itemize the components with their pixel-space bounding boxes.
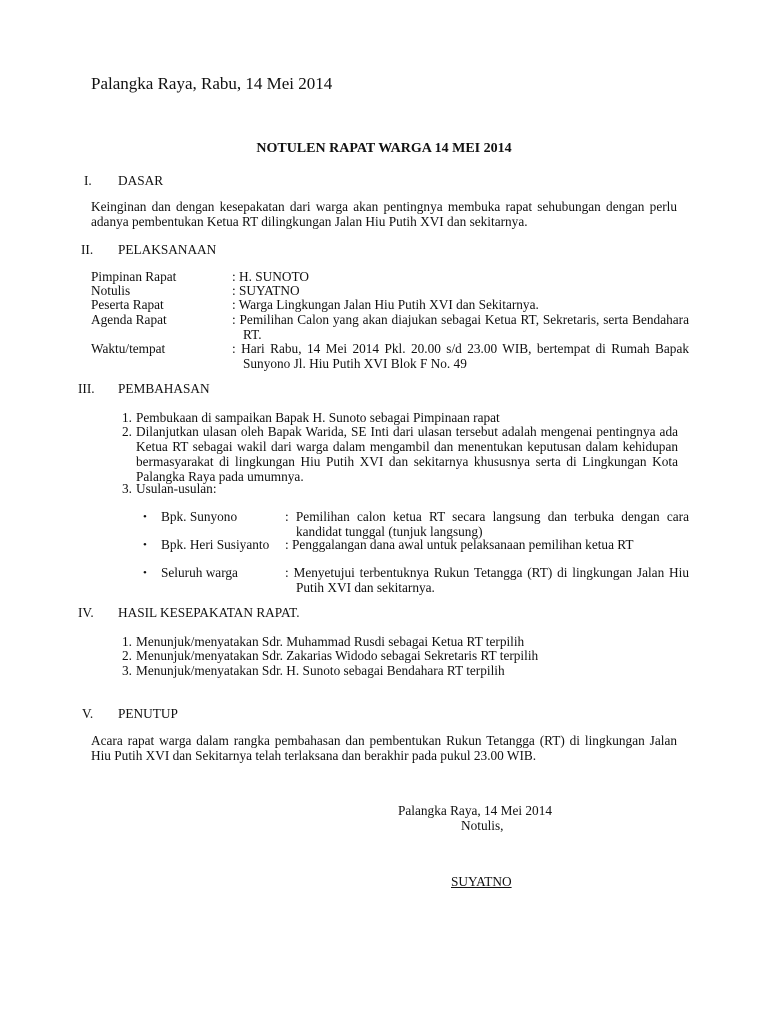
document-title: NOTULEN RAPAT WARGA 14 MEI 2014 [256,141,512,156]
list-item: Usulan-usulan: [136,481,217,496]
section-title-pelaksanaan: PELAKSANAAN [118,242,217,257]
penutup-paragraph: Acara rapat warga dalam rangka pembahasan dan pembentukan Rukun Tetangga (RT) di lingkungan Jalan Hiu Putih XVI dan Sekitarnya telah terlaksana dan berakhir pada pukul 23.00 WIB. [91,733,677,763]
pelaksanaan-value: : H. SUNOTO [232,269,309,284]
proposal-desc: : Penggalangan dana awal untuk pelaksanaan pemilihan ketua RT [285,537,634,552]
proposal-name: Seluruh warga [161,565,238,580]
signature-place-date: Palangka Raya, 14 Mei 2014 [398,803,552,818]
bullet-icon: • [143,539,147,551]
bullet-icon: • [143,567,147,579]
list-number: 3. [122,481,132,496]
place-date-header: Palangka Raya, Rabu, 14 Mei 2014 [91,74,333,93]
list-number: 3. [122,663,132,678]
section-number-pembahasan: III. [78,381,95,396]
section-title-penutup: PENUTUP [118,706,178,721]
pelaksanaan-value: : Pemilihan Calon yang akan diajukan sebagai Ketua RT, Sekretaris, serta Bendahara RT. [232,312,689,342]
dasar-paragraph: Keinginan dan dengan kesepakatan dari warga akan pentingnya membuka rapat sehubungan dengan perlu adanya pembentukan Ketua RT dilingkungan Jalan Hiu Putih XVI dan sekitarnya. [91,199,677,229]
pelaksanaan-key: Agenda Rapat [91,312,167,327]
pelaksanaan-value: : Warga Lingkungan Jalan Hiu Putih XVI dan Sekitarnya. [232,297,539,312]
bullet-icon: • [143,511,147,523]
section-title-hasil: HASIL KESEPAKATAN RAPAT. [118,605,300,620]
list-item: Pembukaan di sampaikan Bapak H. Sunoto sebagai Pimpinaan rapat [136,410,500,425]
proposal-desc: : Menyetujui terbentuknya Rukun Tetangga (RT) di lingkungan Jalan Hiu Putih XVI dan sekitarnya. [285,565,689,595]
pelaksanaan-key: Peserta Rapat [91,297,164,312]
list-item: Menunjuk/menyatakan Sdr. Zakarias Widodo sebagai Sekretaris RT terpilih [136,648,539,663]
proposal-name: Bpk. Sunyono [161,509,238,524]
pelaksanaan-key: Notulis [91,283,131,298]
list-item: Dilanjutkan ulasan oleh Bapak Warida, SE Inti dari ulasan tersebut adalah mengenai pentingnya ada Ketua RT sebagai wakil dari warga dalam mengambil dan menentukan keputusan dalam kehidupan bermasyarakat di lingkungan Hiu Putih XVI dan sekitarnya khususnya serta di Lingkungan Kota Palangka Raya pada umumnya. [136,424,678,484]
proposal-name: Bpk. Heri Susiyanto [161,537,270,552]
section-title-pembahasan: PEMBAHASAN [118,381,210,396]
list-number: 1. [122,410,132,425]
pelaksanaan-key: Waktu/tempat [91,341,166,356]
section-number-pelaksanaan: II. [81,242,94,257]
signature-name: SUYATNO [451,874,512,889]
proposal-desc: : Pemilihan calon ketua RT secara langsung dan terbuka dengan cara kandidat tunggal (tunjuk langsung) [285,509,689,539]
list-item: Menunjuk/menyatakan Sdr. H. Sunoto sebagai Bendahara RT terpilih [136,663,505,678]
section-title-dasar: DASAR [118,173,164,188]
section-number-hasil: IV. [78,605,94,620]
list-number: 2. [122,424,132,439]
section-number-dasar: I. [84,173,92,188]
list-item: Menunjuk/menyatakan Sdr. Muhammad Rusdi sebagai Ketua RT terpilih [136,634,525,649]
pelaksanaan-value: : SUYATNO [232,283,300,298]
list-number: 2. [122,648,132,663]
pelaksanaan-value: : Hari Rabu, 14 Mei 2014 Pkl. 20.00 s/d 23.00 WIB, bertempat di Rumah Bapak Sunyono Jl. Hiu Putih XVI Blok F No. 49 [232,341,689,371]
section-number-penutup: V. [82,706,94,721]
list-number: 1. [122,634,132,649]
pelaksanaan-key: Pimpinan Rapat [91,269,177,284]
signature-role: Notulis, [461,818,504,833]
